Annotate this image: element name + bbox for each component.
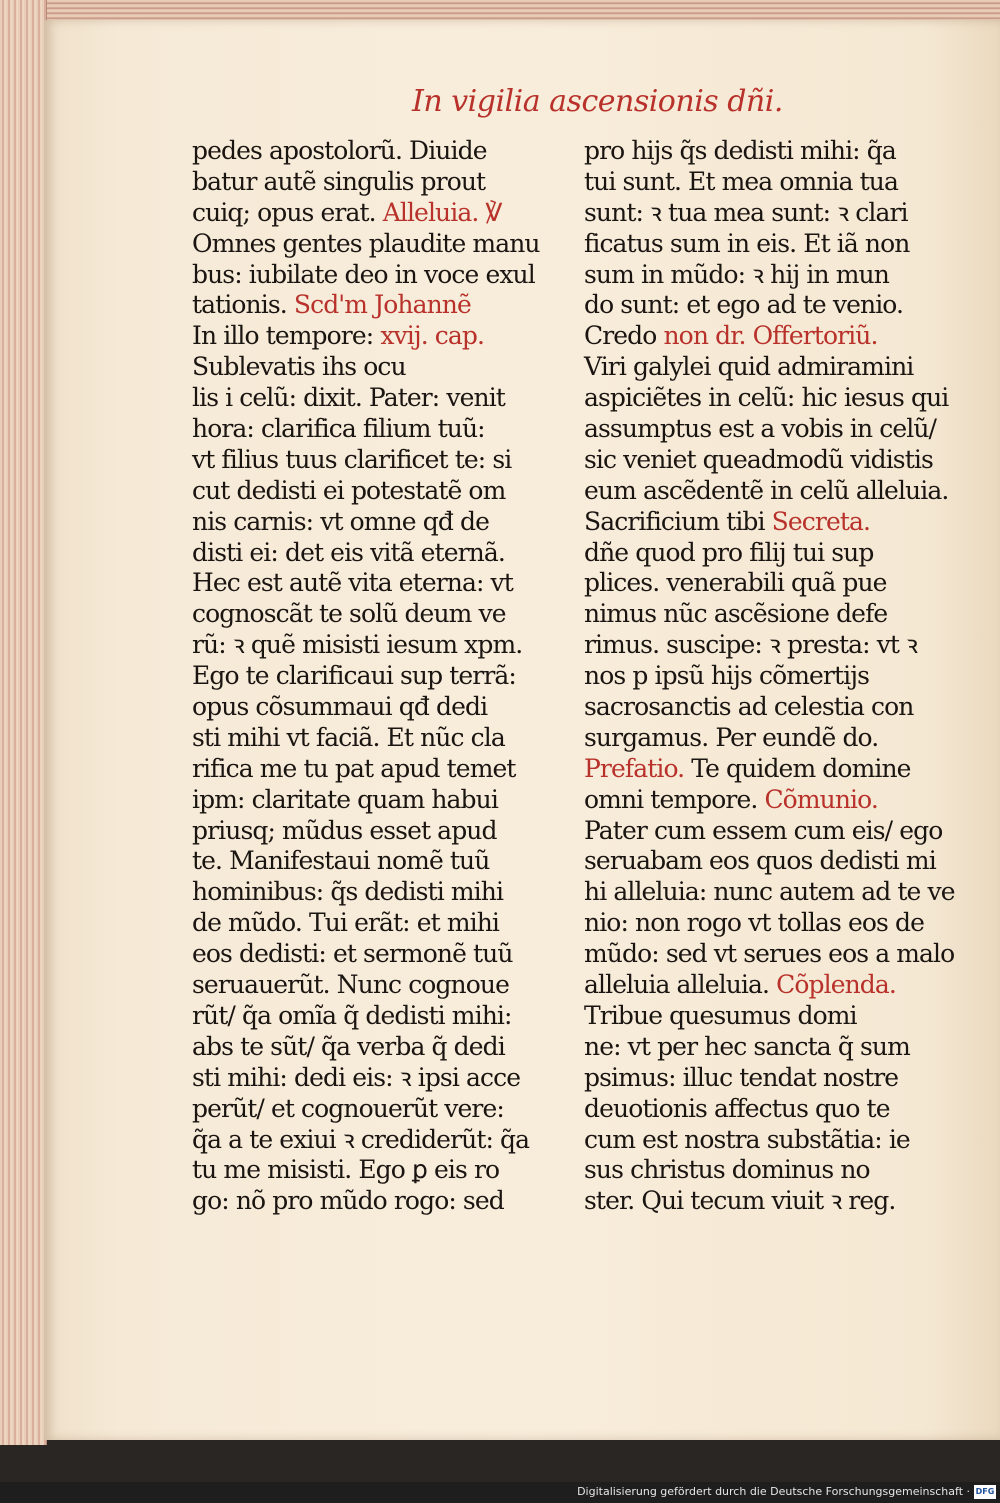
line-text: Sacrificium tibi — [584, 506, 765, 536]
text-column-right — [584, 136, 955, 1217]
line-text: opus cõsummaui qđ dedi — [192, 692, 488, 722]
text-line — [192, 260, 537, 291]
text-line — [192, 692, 537, 723]
rubric-text: xvij. cap. — [380, 321, 485, 351]
line-text: Pater cum essem cum eis/ ego — [584, 815, 943, 845]
running-head: In vigilia ascensionis dñi. — [412, 84, 783, 119]
line-text: Credo — [584, 321, 657, 351]
text-line — [192, 1155, 537, 1186]
text-line — [584, 475, 949, 507]
line-text: pro hijs q̃s dedisti mihi: q̃a — [584, 136, 896, 165]
line-text: perũt/ et cognouerũt vere: — [192, 1093, 504, 1123]
line-text: vt filius tuus clarificet te: si — [192, 444, 512, 474]
line-text: Sublevatis ihs ocu — [192, 352, 406, 382]
line-text: deuotionis affectus quo te — [584, 1093, 890, 1123]
text-line — [584, 785, 919, 816]
line-text: Ego te clarificaui sup terrã: — [192, 661, 516, 691]
text-line — [584, 444, 933, 476]
line-text: In illo tempore: — [192, 321, 374, 351]
text-line — [192, 939, 537, 970]
rubric-text: Scd'm Johannẽ — [293, 290, 471, 320]
dfg-logo-icon: DFG — [974, 1485, 996, 1499]
line-text: seruauerũt. Nunc cognoue — [192, 970, 509, 1000]
text-line — [584, 599, 919, 630]
rubric-text: non dr. Offertoriũ. — [663, 321, 878, 351]
line-text: te. Manifestaui nomẽ tuũ — [192, 846, 490, 876]
line-text: hora: clarifica filium tuũ: — [192, 414, 485, 444]
line-text: plices. venerabili quã pue — [584, 568, 887, 598]
line-text: priusq; mũdus esset apud — [192, 815, 497, 845]
text-line — [584, 414, 937, 445]
line-text: batur autẽ singulis prout — [192, 166, 486, 196]
text-line — [192, 1032, 537, 1063]
text-line — [584, 1155, 919, 1186]
line-text: rifica me tu pat apud temet — [192, 753, 516, 783]
line-text: nos p ipsũ hijs cõmertijs — [584, 661, 870, 691]
text-line — [584, 970, 919, 1001]
line-text: sti mihi: dedi eis: ꝛ ipsi acce — [192, 1062, 521, 1092]
line-text: cut dedisti ei potestatẽ om — [192, 475, 506, 505]
line-text: surgamus. Per eundẽ do. — [584, 722, 879, 752]
footer-credit: Digitalisierung gefördert durch die Deutsche Forschungsgemeinschaft · — [577, 1485, 970, 1498]
text-line — [584, 723, 919, 754]
line-text: sum in mũdo: ꝛ hij in mun — [584, 259, 889, 289]
text-line — [584, 167, 919, 198]
text-line — [584, 198, 919, 229]
text-line — [192, 754, 537, 785]
page-side-edges — [0, 0, 47, 1445]
line-text: rimus. suscipe: ꝛ presta: vt ꝛ — [584, 630, 918, 660]
text-line — [192, 1186, 537, 1217]
line-text: nio: non rogo vt tollas eos de — [584, 908, 925, 938]
text-line — [192, 290, 537, 321]
text-line — [584, 939, 955, 970]
text-line — [192, 630, 537, 661]
text-line — [584, 1186, 919, 1217]
line-text: ficatus sum in eis. Et iã non — [584, 228, 910, 258]
text-line — [192, 352, 537, 383]
line-text: q̃a a te exiui ꝛ crediderũt: q̃a — [192, 1124, 530, 1154]
text-line — [192, 228, 540, 260]
line-text: tui sunt. Et mea omnia tua — [584, 166, 899, 196]
line-text: seruabam eos quos dedisti mi — [584, 846, 936, 876]
text-line — [192, 476, 537, 507]
line-text: sacrosanctis ad celestia con — [584, 692, 914, 722]
line-text: do sunt: et ego ad te venio. — [584, 290, 904, 320]
line-text: Viri galylei quid admiramini — [584, 352, 914, 382]
line-text: Te quidem domine — [691, 753, 911, 783]
text-line — [584, 290, 919, 321]
line-text: hi alleluia: nunc autem ad te ve — [584, 877, 955, 907]
line-text: sunt: ꝛ tua mea sunt: ꝛ clari — [584, 197, 908, 227]
line-text: dñe quod pro filij tui sup — [584, 537, 874, 567]
line-text: mũdo: sed vt serues eos a malo — [584, 939, 955, 969]
line-text: pedes apostolorũ. Diuide — [192, 136, 487, 165]
line-text: assumptus est a vobis in celũ/ — [584, 414, 937, 444]
line-text: disti ei: det eis vitã eternã. — [192, 537, 505, 567]
text-line — [192, 321, 537, 352]
text-line — [192, 908, 537, 939]
line-text: Omnes gentes plaudite manu — [192, 228, 540, 258]
line-text: rũ: ꝛ quẽ misisti iesum xpm. — [192, 630, 523, 660]
text-line — [584, 1063, 919, 1094]
text-line — [584, 1032, 919, 1063]
line-text: eum ascẽdentẽ in celũ alleluia. — [584, 475, 949, 505]
text-line — [584, 260, 919, 291]
rubric-text: Prefatio. — [584, 753, 685, 783]
line-text: alleluia alleluia. — [584, 970, 770, 1000]
line-text: aspiciẽtes in celũ: hic iesus qui — [584, 383, 949, 413]
text-line — [192, 1094, 537, 1125]
text-line — [192, 167, 537, 198]
text-line — [192, 445, 537, 476]
text-line — [584, 1094, 919, 1125]
line-text: ipm: claritate quam habui — [192, 784, 498, 814]
line-text: sic veniet queadmodũ vidistis — [584, 444, 933, 474]
text-line — [192, 785, 537, 816]
line-text: ne: vt per hec sancta q̃ sum — [584, 1031, 910, 1061]
rubric-text: Alleluia. ℣ — [382, 197, 502, 227]
text-line — [192, 538, 537, 569]
text-line — [584, 321, 919, 352]
text-line — [192, 877, 537, 908]
text-line — [584, 507, 919, 538]
rubric-text: Secreta. — [771, 506, 871, 536]
text-line — [584, 1125, 919, 1156]
text-line — [584, 383, 949, 414]
text-line — [584, 754, 919, 785]
text-line — [192, 816, 537, 847]
line-text: abs te sũt/ q̃a verba q̃ dedi — [192, 1031, 505, 1061]
line-text: Hec est autẽ vita eterna: vt — [192, 568, 513, 598]
text-line — [584, 352, 919, 383]
line-text: sti mihi vt faciã. Et nũc cla — [192, 722, 505, 752]
text-line — [584, 815, 943, 847]
text-line — [192, 198, 537, 229]
line-text: omni tempore. — [584, 784, 758, 814]
text-line — [192, 414, 537, 445]
text-line — [192, 599, 537, 630]
text-line — [584, 908, 925, 939]
line-text: nimus nũc ascẽsione defe — [584, 599, 888, 629]
text-line — [192, 568, 537, 599]
text-line — [584, 661, 919, 692]
line-text: lis i celũ: dixit. Pater: venit — [192, 383, 505, 413]
text-line — [584, 229, 919, 260]
text-line — [192, 970, 537, 1001]
text-column-left — [192, 136, 540, 1217]
line-text: tationis. — [192, 290, 287, 320]
text-line — [584, 136, 919, 167]
line-text: tu me misisti. Ego ꝑ eis ro — [192, 1155, 500, 1185]
rubric-text: Cõplenda. — [776, 970, 896, 1000]
text-line — [192, 136, 537, 167]
text-line — [192, 1063, 537, 1094]
line-text: rũt/ q̃a omĩa q̃ dedisti mihi: — [192, 1000, 512, 1030]
text-line — [192, 661, 537, 692]
text-line — [192, 1001, 537, 1032]
text-line — [584, 846, 936, 877]
line-text: sus christus dominus no — [584, 1155, 870, 1185]
text-line — [192, 723, 537, 754]
text-line — [192, 507, 537, 538]
line-text: eos dedisti: et sermonẽ tuũ — [192, 939, 513, 969]
line-text: bus: iubilate deo in voce exul — [192, 259, 535, 289]
line-text: cognoscãt te solũ deum ve — [192, 599, 506, 629]
line-text: Tribue quesumus domi — [584, 1000, 857, 1030]
rubric-text: Cõmunio. — [764, 784, 878, 814]
line-text: hominibus: q̃s dedisti mihi — [192, 877, 504, 907]
line-text: psimus: illuc tendat nostre — [584, 1062, 899, 1092]
text-line — [584, 692, 919, 723]
footer-bar — [0, 1482, 1000, 1503]
text-line — [192, 1125, 537, 1156]
line-text: nis carnis: vt omne qđ de — [192, 506, 489, 536]
line-text: go: nõ pro mũdo rogo: sed — [192, 1186, 504, 1216]
text-line — [192, 846, 537, 877]
line-text: cum est nostra substãtia: ie — [584, 1124, 910, 1154]
text-line — [584, 568, 919, 599]
line-text: ster. Qui tecum viuit ꝛ reg. — [584, 1186, 896, 1216]
text-line — [584, 1001, 919, 1032]
text-line — [584, 538, 919, 569]
line-text: cuiq; opus erat. — [192, 197, 376, 227]
text-line — [192, 383, 537, 414]
text-line — [584, 630, 919, 661]
text-line — [584, 877, 955, 908]
line-text: de mũdo. Tui erãt: et mihi — [192, 908, 500, 938]
